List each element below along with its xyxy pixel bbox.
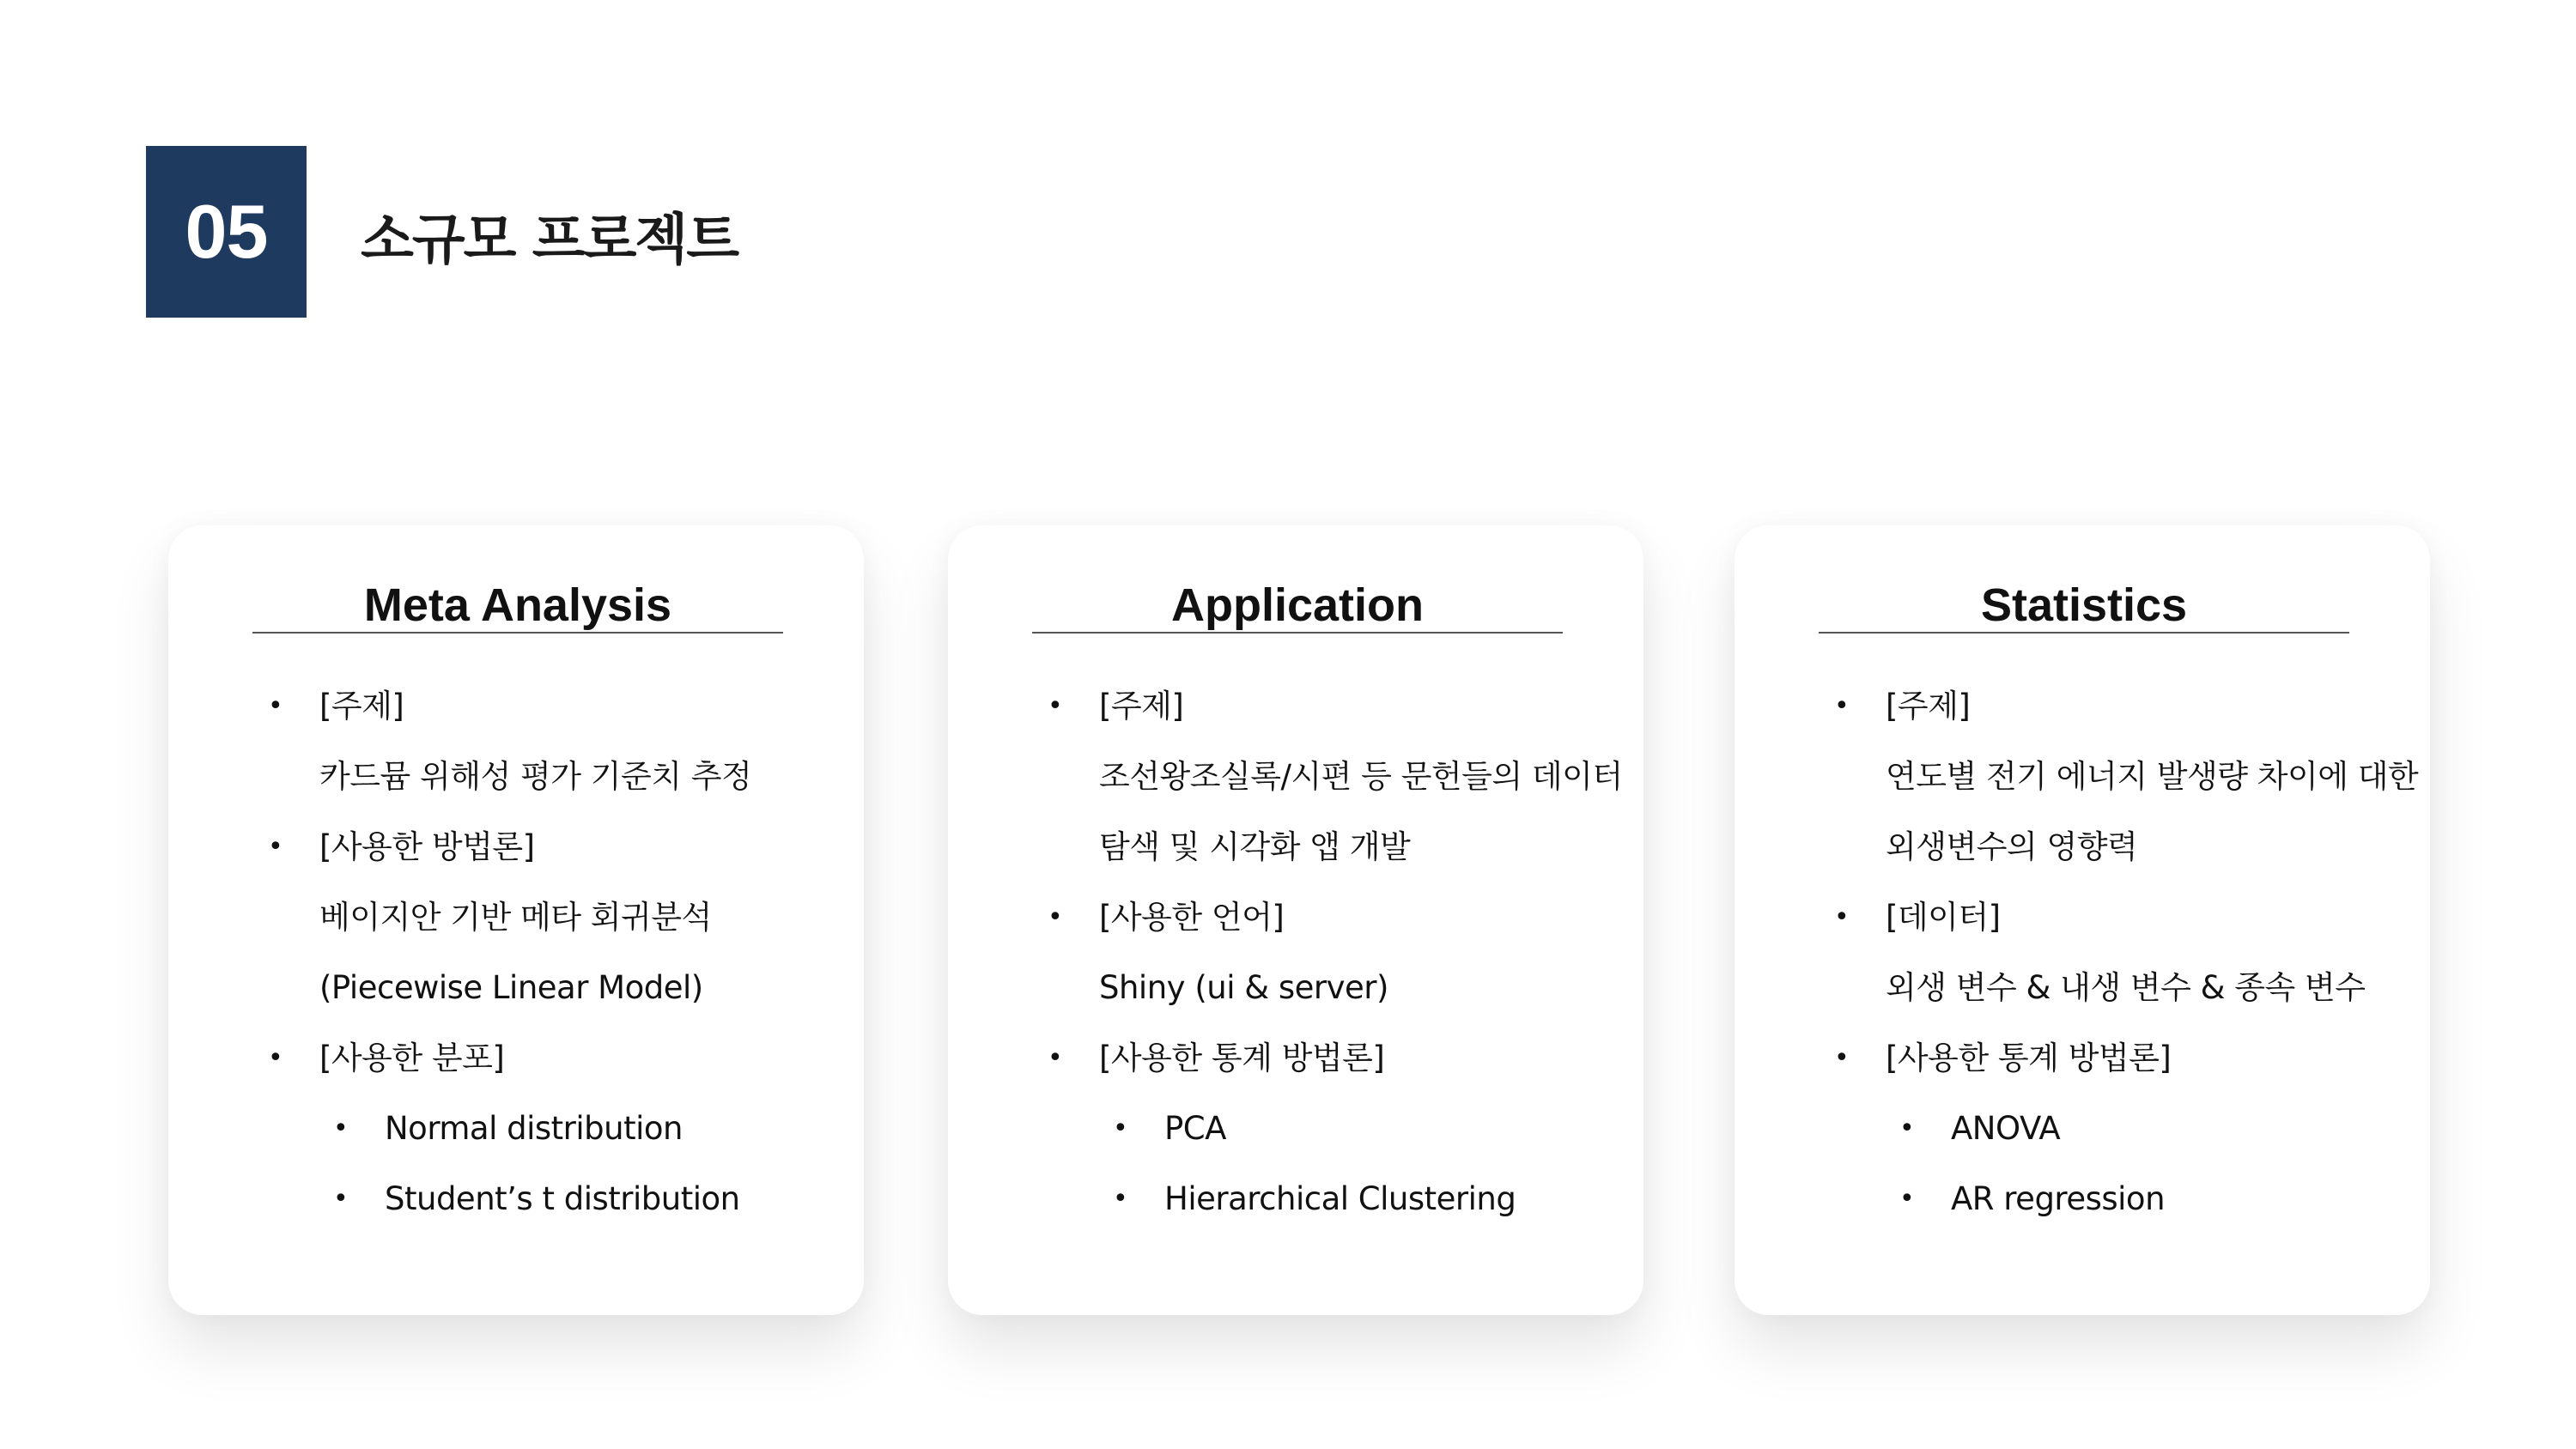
item-text: [사용한 통계 방법론] [1099,1040,1385,1076]
card-divider [1032,632,1563,634]
item-text: 탐색 및 시각화 앱 개발 [1099,828,1411,865]
bullet-dot-icon: • [268,832,283,862]
card-list [948,671,1643,1234]
bullet-dot-icon: • [333,1184,349,1214]
bullet-item [948,671,1643,742]
bullet-item [168,671,864,742]
bullet-item [1735,1023,2430,1094]
bullet-item [948,1094,1643,1164]
card-list [168,671,864,1234]
card-title: Meta Analysis [363,579,672,631]
bullet-dot-icon: • [333,1113,349,1143]
item-text: 조선왕조실록/시편 등 문헌들의 데이터 [1099,758,1623,795]
item-text: 외생변수의 영향력 [1886,828,2138,865]
bullet-dot-icon: • [268,1043,283,1073]
bullet-item [948,882,1643,953]
item-text: [사용한 방법론] [319,828,535,865]
bullet-dot-icon: • [1834,691,1850,721]
bullet-continuation [948,953,1643,1023]
bullet-dot-icon: • [1113,1184,1128,1214]
card-divider [1819,632,2349,634]
bullet-dot-icon: • [1899,1184,1915,1214]
item-text: AR regression [1951,1180,2166,1217]
card-application [948,525,1643,1315]
bullet-item [1735,882,2430,953]
section-number: 05 [185,189,268,274]
bullet-item [1735,671,2430,742]
item-text: [사용한 통계 방법론] [1886,1040,2172,1076]
item-text: [주제] [1099,688,1184,724]
item-text: 베이지안 기반 메타 회귀분석 [319,899,712,936]
bullet-item [1735,1094,2430,1164]
bullet-item [168,1023,864,1094]
item-text: Student’s t distribution [385,1180,740,1217]
item-text: 연도별 전기 에너지 발생량 차이에 대한 [1886,758,2419,795]
item-text: [주제] [319,688,404,724]
bullet-item [168,1164,864,1234]
bullet-continuation [168,742,864,812]
bullet-item [168,1094,864,1164]
item-text: [주제] [1886,688,1971,724]
bullet-dot-icon: • [1048,902,1063,932]
card-meta-analysis [168,525,864,1315]
bullet-item [948,1023,1643,1094]
item-text: ANOVA [1951,1110,2061,1147]
bullet-dot-icon: • [1834,1043,1850,1073]
bullet-continuation [168,882,864,953]
item-text: Shiny (ui & server) [1099,969,1388,1006]
bullet-item [948,1164,1643,1234]
bullet-continuation [948,742,1643,812]
card-divider [252,632,783,634]
card-statistics [1735,525,2430,1315]
card-list [1735,671,2430,1234]
item-text: [데이터] [1886,899,2001,936]
bullet-item [1735,1164,2430,1234]
bullet-dot-icon: • [1048,691,1063,721]
item-text: Normal distribution [385,1110,683,1147]
bullet-dot-icon: • [1899,1113,1915,1143]
bullet-continuation [1735,812,2430,882]
bullet-dot-icon: • [1048,1043,1063,1073]
section-number-badge [146,146,307,318]
item-text: [사용한 분포] [319,1040,505,1076]
bullet-dot-icon: • [268,691,283,721]
item-text: Hierarchical Clustering [1164,1180,1516,1217]
page-title: 소규모 프로젝트 [361,209,738,272]
item-text: 카드뮴 위해성 평가 기준치 추정 [319,758,752,795]
bullet-continuation [1735,742,2430,812]
bullet-continuation [948,812,1643,882]
item-text: [사용한 언어] [1099,899,1285,936]
card-title: Statistics [1980,579,2188,631]
bullet-item [168,812,864,882]
bullet-continuation [1735,953,2430,1023]
item-text: PCA [1164,1110,1226,1147]
bullet-continuation [168,953,864,1023]
card-title: Application [1171,579,1424,631]
bullet-dot-icon: • [1113,1113,1128,1143]
bullet-dot-icon: • [1834,902,1850,932]
item-text: 외생 변수 & 내생 변수 & 종속 변수 [1886,969,2366,1006]
item-text: (Piecewise Linear Model) [319,969,703,1006]
